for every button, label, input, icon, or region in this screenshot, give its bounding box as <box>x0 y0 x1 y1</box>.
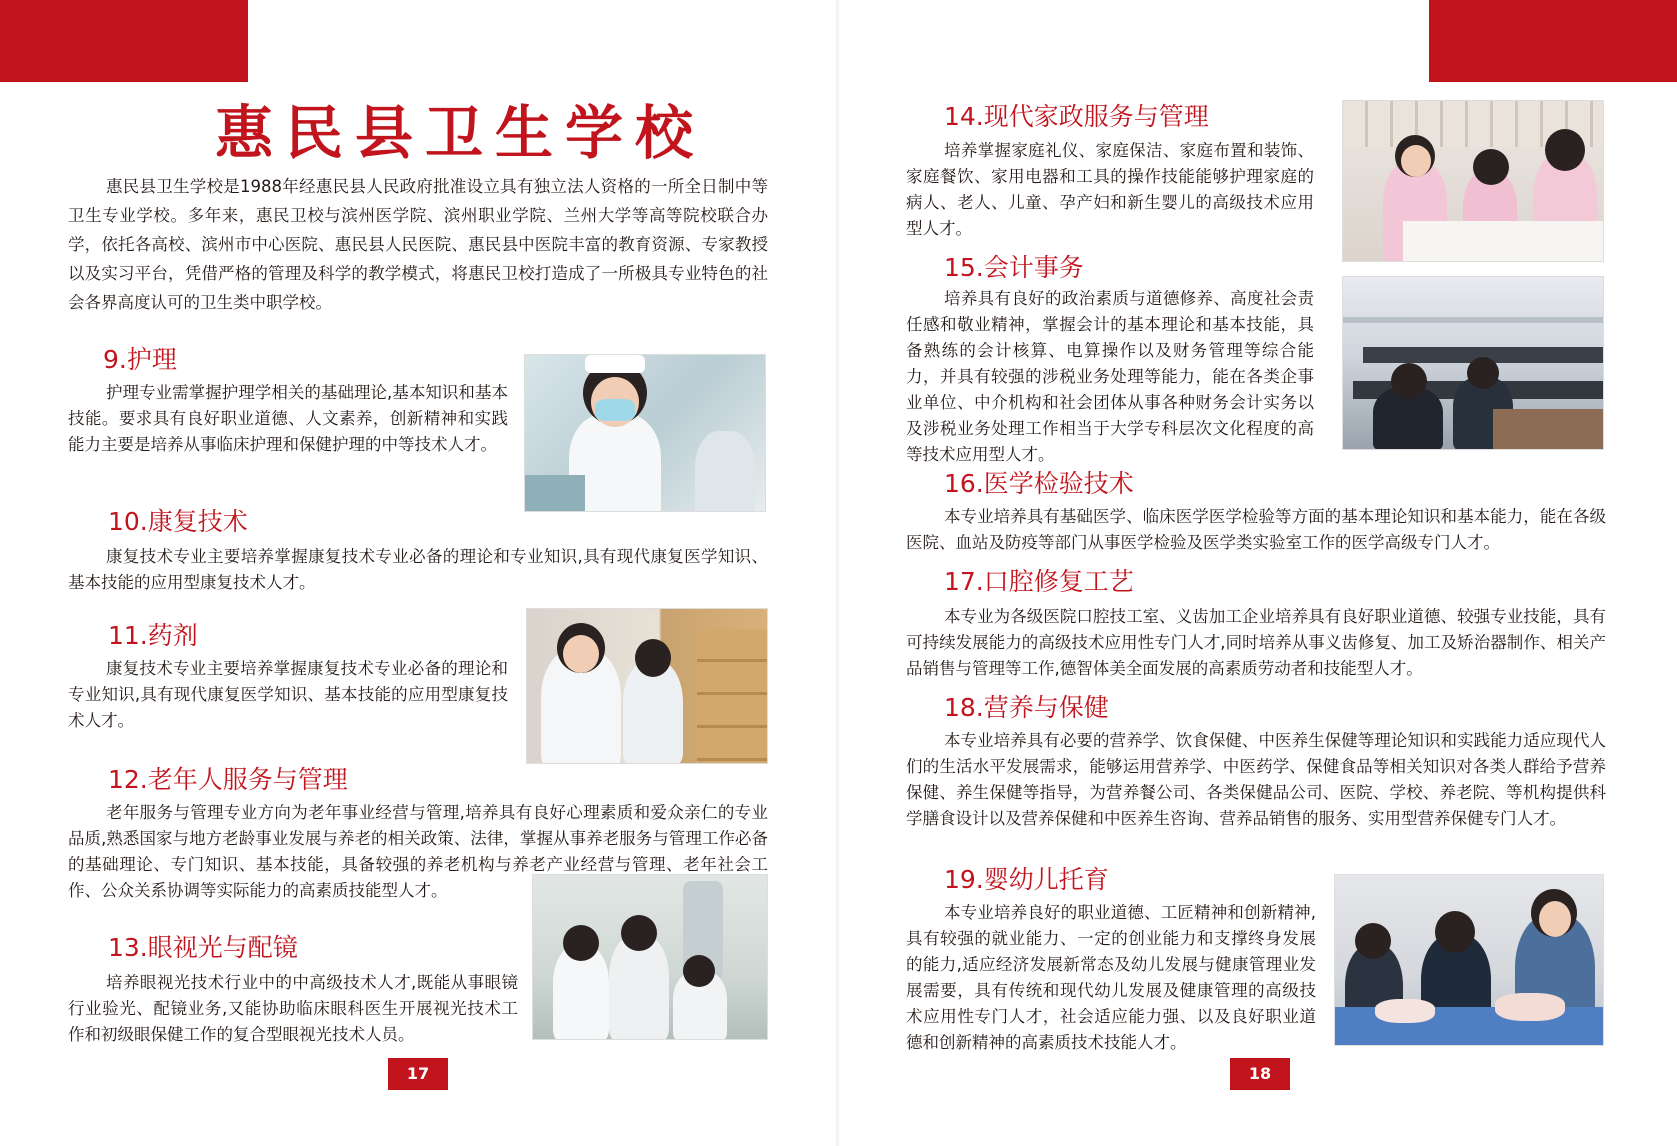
optometry-photo <box>532 874 768 1040</box>
section-title-housekeeping: 14.现代家政服务与管理 <box>944 102 1209 131</box>
section-title-pharmacy: 11.药剂 <box>108 621 198 650</box>
section-title-medical-lab: 16.医学检验技术 <box>944 469 1134 498</box>
section-text-rehabilitation: 康复技术专业主要培养掌握康复技术专业必备的理论和专业知识,具有现代康复医学知识、基本技能的应用型康复技术人才。 <box>68 547 768 592</box>
section-text-elderly-care: 老年服务与管理专业方向为老年事业经营与管理,培养具有良好心理素质和爱众亲仁的专业品质,熟悉国家与地方老龄事业发展与养老的相关政策、法律，掌握从事养老服务与管理工作必备的基础理论、专门知识、基本技能，具备较强的养老机构与养老产业经营与管理、老年社会工作、公众关系协调等实际能力的高素质技能型人才。 <box>68 803 768 900</box>
section-title-dental-technology: 17.口腔修复工艺 <box>944 567 1134 596</box>
section-text-nutrition: 本专业培养具有必要的营养学、饮食保健、中医养生保健等理论知识和实践能力适应现代人们的生活水平发展需求，能够运用营养学、中医药学、保健食品等相关知识对各类人群给予营养保健、养生保健等指导，为营养餐公司、各类保健品公司、医院、学校、养老院、等机构提供科学膳食设计以及营养保健和中医养生咨询、营养品销售的服务、实用型营养保健专门人才。 <box>906 731 1606 828</box>
section-text-pharmacy: 康复技术专业主要培养掌握康复技术专业必备的理论和专业知识,具有现代康复医学知识、基本技能的应用型康复技术人才。 <box>68 659 508 730</box>
section-title-infant-care: 19.婴幼儿托育 <box>944 865 1109 894</box>
section-text-infant-care: 本专业培养良好的职业道德、工匠精神和创新精神,具有较强的就业能力、一定的创业能力和支撑终身发展的能力,适应经济发展新常态及幼儿发展与健康管理业发展需要，具有传统和现代幼儿发展及健康管理的高级技术应用性专门人才，社会适应能力强、以及良好职业道德和创新精神的高素质技术技能人才。 <box>906 903 1316 1052</box>
school-title: 惠民县卫生学校 <box>215 99 706 167</box>
left-page <box>0 0 838 1146</box>
page-number-right: 18 <box>1230 1058 1290 1090</box>
section-text-accounting: 培养具有良好的政治素质与道德修养、高度社会责任感和敬业精神，掌握会计的基本理论和基本技能，具备熟练的会计核算、电算操作以及财务管理等综合能力，并具有较强的涉税业务处理等能力，能在各类企事业单位、中介机构和社会团体从事各种财务会计实务以及涉税业务处理工作相当于大学专科层次文化程度的高等技术应用型人才。 <box>906 289 1314 464</box>
section-title-accounting: 15.会计事务 <box>944 253 1084 282</box>
section-title-nutrition: 18.营养与保健 <box>944 693 1109 722</box>
nursing-photo <box>524 354 766 512</box>
red-corner-block-left <box>0 0 248 82</box>
section-text-dental-technology: 本专业为各级医院口腔技工室、义齿加工企业培养具有良好职业道德、较强专业技能，具有可持续发展能力的高级技术应用性专门人才,同时培养从事义齿修复、加工及矫治器制作、相关产品销售与管理等工作,德智体美全面发展的高素质劳动者和技能型人才。 <box>906 607 1606 678</box>
section-title-rehabilitation: 10.康复技术 <box>108 507 248 536</box>
section-text-medical-lab: 本专业培养具有基础医学、临床医学医学检验等方面的基本理论知识和基本能力，能在各级医院、血站及防疫等部门从事医学检验及医学类实验室工作的医学高级专门人才。 <box>906 507 1606 552</box>
section-title-optometry: 13.眼视光与配镜 <box>108 933 298 962</box>
right-page <box>838 0 1677 1146</box>
pharmacy-photo <box>526 608 768 764</box>
housekeeping-photo <box>1342 100 1604 262</box>
section-text-housekeeping: 培养掌握家庭礼仪、家庭保洁、家庭布置和装饰、家庭餐饮、家用电器和工具的操作技能能够护理家庭的病人、老人、儿童、孕产妇和新生婴儿的高级技术应用型人才。 <box>906 141 1314 238</box>
intro-paragraph: 惠民县卫生学校是1988年经惠民县人民政府批准设立具有独立法人资格的一所全日制中等卫生专业学校。多年来，惠民卫校与滨州医学院、滨州职业学院、兰州大学等高等院校联合办学，依托各高校、滨州市中心医院、惠民县人民医院、惠民县中医院丰富的教育资源、专家教授以及实习平台，凭借严格的管理及科学的教学模式，将惠民卫校打造成了一所极具专业特色的社会各界高度认可的卫生类中职学校。 <box>68 177 768 312</box>
infant-care-photo <box>1334 874 1604 1046</box>
section-title-elderly-care: 12.老年人服务与管理 <box>108 765 348 794</box>
section-text-nursing: 护理专业需掌握护理学相关的基础理论,基本知识和基本技能。要求具有良好职业道德、人文素养，创新精神和实践能力主要是培养从事临床护理和保健护理的中等技术人才。 <box>68 383 508 454</box>
section-text-optometry: 培养眼视光技术行业中的中高级技术人才,既能从事眼镜行业验光、配镜业务,又能协助临床眼科医生开展视光技术工作和初级眼保健工作的复合型眼视光技术人员。 <box>68 973 518 1044</box>
page-number-left: 17 <box>388 1058 448 1090</box>
section-title-nursing: 9.护理 <box>103 345 177 374</box>
accounting-photo <box>1342 276 1604 450</box>
red-corner-block-right <box>1429 0 1677 82</box>
